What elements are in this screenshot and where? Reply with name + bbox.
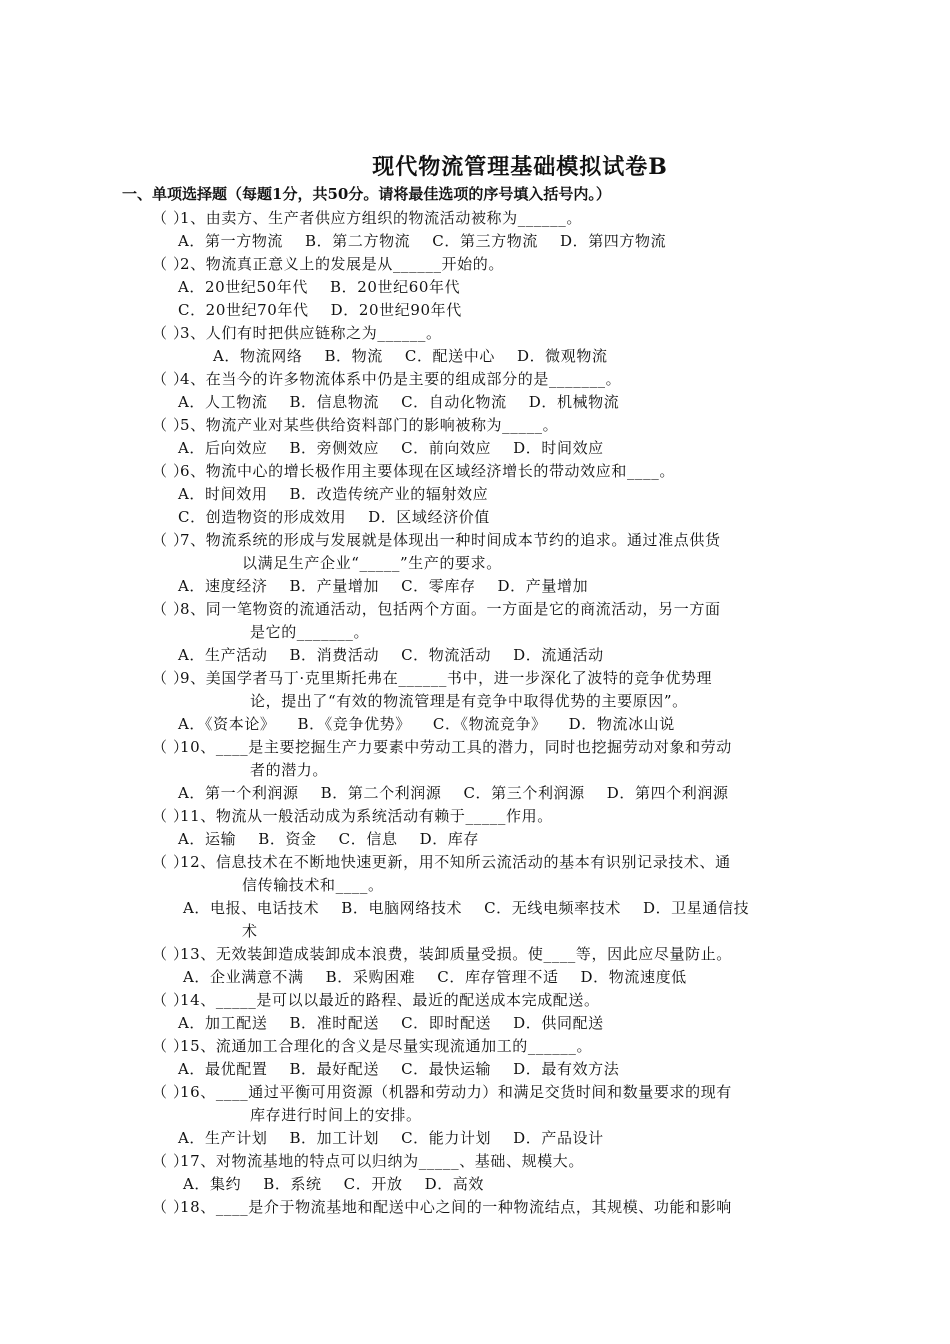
answer-parentheses: （ ） — [152, 462, 189, 480]
answer-parentheses: （ ） — [152, 1198, 189, 1216]
option: A．生产活动 — [178, 646, 268, 664]
options-row — [178, 1012, 604, 1033]
question-stem — [152, 1150, 584, 1171]
question-text: 2、物流真正意义上的发展是从______开始的。 — [180, 255, 504, 273]
option: B．采购困难 — [325, 968, 416, 986]
question-text: 4、在当今的许多物流体系中仍是主要的组成部分的是_______。 — [180, 370, 622, 388]
question-text: 17、对物流基地的特点可以归纳为_____、基础、规模大。 — [180, 1152, 584, 1170]
question-text: 16、____通过平衡可用资源（机器和劳动力）和满足交货时间和数量要求的现有 — [180, 1083, 732, 1101]
options-continuation: 术 — [242, 922, 258, 940]
question-stem — [152, 368, 621, 389]
option: D．高效 — [424, 1175, 484, 1193]
option: D．微观物流 — [516, 347, 608, 365]
option: B．旁侧效应 — [289, 439, 380, 457]
question-text: 7、物流系统的形成与发展就是体现出一种时间成本节约的追求。通过准点供货 — [180, 531, 721, 549]
option: C．自动化物流 — [401, 393, 507, 411]
option: A．20世纪50年代 — [178, 278, 309, 296]
question-text: 15、流通加工合理化的含义是尽量实现流通加工的______。 — [180, 1037, 593, 1055]
question-stem — [152, 207, 582, 228]
option: A．企业满意不满 — [183, 968, 304, 986]
question-stem — [152, 529, 721, 550]
option: A．电报、电话技术 — [183, 899, 320, 917]
question-text: 3、人们有时把供应链称之为______。 — [180, 324, 442, 342]
question-continuation: 库存进行时间上的安排。 — [250, 1106, 422, 1124]
option: D．产量增加 — [497, 577, 589, 595]
question-stem — [152, 851, 731, 872]
option: B．改造传统产业的辐射效应 — [289, 485, 489, 503]
answer-parentheses: （ ） — [152, 531, 189, 549]
question-stem — [152, 598, 721, 619]
question-text: 6、物流中心的增长极作用主要体现在区域经济增长的带动效应和____。 — [180, 462, 675, 480]
question-stem — [152, 805, 553, 826]
options-row — [178, 437, 604, 458]
options-row — [178, 1127, 604, 1148]
option: D．供同配送 — [513, 1014, 604, 1032]
option: C．最快运输 — [401, 1060, 492, 1078]
question-text: 5、物流产业对某些供给资料部门的影响被称为_____。 — [180, 416, 559, 434]
answer-parentheses: （ ） — [152, 945, 189, 963]
question-text: 14、_____是可以以最近的路程、最近的配送成本完成配送。 — [180, 991, 600, 1009]
exam-title: 现代物流管理基础模拟试卷B — [372, 154, 668, 180]
option: A．运输 — [178, 830, 237, 848]
answer-parentheses: （ ） — [152, 669, 189, 687]
question-stem — [152, 414, 558, 435]
option: D．卫星通信技 — [642, 899, 750, 917]
answer-parentheses: （ ） — [152, 1037, 189, 1055]
question-text: 18、____是介于物流基地和配送中心之间的一种物流结点，其规模、功能和影响 — [180, 1198, 732, 1216]
answer-parentheses: （ ） — [152, 600, 189, 618]
option: B．物流 — [324, 347, 383, 365]
option: A．《资本论》 — [178, 715, 276, 733]
question-text: 12、信息技术在不断地快速更新，用不知所云流活动的基本有识别记录技术、通 — [180, 853, 731, 871]
option: D．物流速度低 — [580, 968, 687, 986]
question-stem — [152, 1196, 732, 1217]
option: A．最优配置 — [178, 1060, 268, 1078]
option: B．资金 — [258, 830, 317, 848]
option: D．20世纪90年代 — [330, 301, 462, 319]
question-text: 1、由卖方、生产者供应方组织的物流活动被称为______。 — [180, 209, 582, 227]
option: C．《物流竞争》 — [432, 715, 547, 733]
option: D．第四个利润源 — [606, 784, 729, 802]
options-row — [178, 1058, 619, 1079]
question-stem — [152, 253, 504, 274]
answer-parentheses: （ ） — [152, 738, 189, 756]
option: D．机械物流 — [528, 393, 620, 411]
question-stem — [152, 943, 732, 964]
question-stem — [152, 1081, 732, 1102]
option: D．第四方物流 — [559, 232, 667, 250]
answer-parentheses: （ ） — [152, 991, 189, 1009]
option: C．能力计划 — [401, 1129, 492, 1147]
answer-parentheses: （ ） — [152, 324, 189, 342]
question-continuation: 是它的_______。 — [250, 623, 370, 641]
option: B．《竞争优势》 — [297, 715, 411, 733]
options-row — [178, 506, 490, 527]
option: B．第二方物流 — [305, 232, 411, 250]
option: C．前向效应 — [401, 439, 492, 457]
options-row — [213, 345, 608, 366]
option: B．电脑网络技术 — [341, 899, 463, 917]
answer-parentheses: （ ） — [152, 853, 189, 871]
option: C．配送中心 — [404, 347, 495, 365]
answer-parentheses: （ ） — [152, 1152, 189, 1170]
question-text: 9、美国学者马丁·克里斯托弗在______书中，进一步深化了波特的竞争优势理 — [180, 669, 713, 687]
option: B．第二个利润源 — [320, 784, 442, 802]
option: A．加工配送 — [178, 1014, 268, 1032]
option: C．物流活动 — [401, 646, 492, 664]
question-stem — [152, 322, 442, 343]
question-text: 11、物流从一般活动成为系统活动有赖于_____作用。 — [180, 807, 553, 825]
options-row — [178, 230, 666, 251]
option: A．集约 — [183, 1175, 242, 1193]
option: A．生产计划 — [178, 1129, 268, 1147]
option: B．信息物流 — [289, 393, 380, 411]
question-text: 10、____是主要挖掘生产力要素中劳动工具的潜力，同时也挖掘劳动对象和劳动 — [180, 738, 732, 756]
option: A．物流网络 — [213, 347, 303, 365]
option: C．库存管理不适 — [437, 968, 559, 986]
question-stem — [152, 667, 712, 688]
option: A．第一个利润源 — [178, 784, 299, 802]
answer-parentheses: （ ） — [152, 209, 189, 227]
section-heading: 一、单项选择题（每题1分，共50分。请将最佳选项的序号填入括号内。） — [122, 185, 611, 203]
option: D．区域经济价值 — [368, 508, 490, 526]
option: B．消费活动 — [289, 646, 380, 664]
answer-parentheses: （ ） — [152, 255, 189, 273]
option: B．加工计划 — [289, 1129, 380, 1147]
options-row — [178, 828, 479, 849]
answer-parentheses: （ ） — [152, 370, 189, 388]
option: B．最好配送 — [289, 1060, 380, 1078]
option: B．产量增加 — [289, 577, 380, 595]
options-row — [178, 782, 729, 803]
option: C．零库存 — [401, 577, 476, 595]
options-row — [178, 483, 488, 504]
option: A．第一方物流 — [178, 232, 284, 250]
option: C．即时配送 — [401, 1014, 492, 1032]
options-row — [178, 391, 619, 412]
options-row — [178, 276, 460, 297]
answer-parentheses: （ ） — [152, 1083, 189, 1101]
question-stem — [152, 736, 732, 757]
option: A．人工物流 — [178, 393, 268, 411]
question-continuation: 以满足生产企业“_____”生产的要求。 — [242, 554, 502, 572]
option: D．流通活动 — [513, 646, 604, 664]
option: D．库存 — [419, 830, 479, 848]
option: D．最有效方法 — [513, 1060, 620, 1078]
option: A．时间效用 — [178, 485, 268, 503]
answer-parentheses: （ ） — [152, 416, 189, 434]
option: B．系统 — [263, 1175, 322, 1193]
options-row — [183, 897, 749, 918]
option: D．产品设计 — [513, 1129, 604, 1147]
options-row — [183, 966, 687, 987]
option: C．20世纪70年代 — [178, 301, 309, 319]
option: B．20世纪60年代 — [330, 278, 461, 296]
option: C．信息 — [338, 830, 398, 848]
question-text: 8、同一笔物资的流通活动，包括两个方面。一方面是它的商流活动，另一方面 — [180, 600, 721, 618]
option: C．无线电频率技术 — [484, 899, 621, 917]
option: D．物流冰山说 — [568, 715, 675, 733]
options-row — [178, 713, 675, 734]
option: A．速度经济 — [178, 577, 268, 595]
question-stem — [152, 1035, 592, 1056]
option: D．时间效应 — [513, 439, 604, 457]
question-continuation: 论，提出了“有效的物流管理是有竞争中取得优势的主要原因”。 — [250, 692, 688, 710]
options-row — [178, 299, 462, 320]
option: C．第三个利润源 — [463, 784, 585, 802]
option: C．第三方物流 — [432, 232, 538, 250]
question-continuation: 者的潜力。 — [250, 761, 329, 779]
question-text: 13、无效装卸造成装卸成本浪费，装卸质量受损。使____等，因此应尽量防止。 — [180, 945, 732, 963]
options-row — [178, 644, 604, 665]
question-continuation: 信传输技术和____。 — [242, 876, 384, 894]
option: C．开放 — [343, 1175, 403, 1193]
question-stem — [152, 989, 600, 1010]
options-row — [183, 1173, 484, 1194]
option: A．后向效应 — [178, 439, 268, 457]
options-row — [178, 575, 588, 596]
question-stem — [152, 460, 675, 481]
answer-parentheses: （ ） — [152, 807, 189, 825]
option: B．准时配送 — [289, 1014, 380, 1032]
option: C．创造物资的形成效用 — [178, 508, 347, 526]
